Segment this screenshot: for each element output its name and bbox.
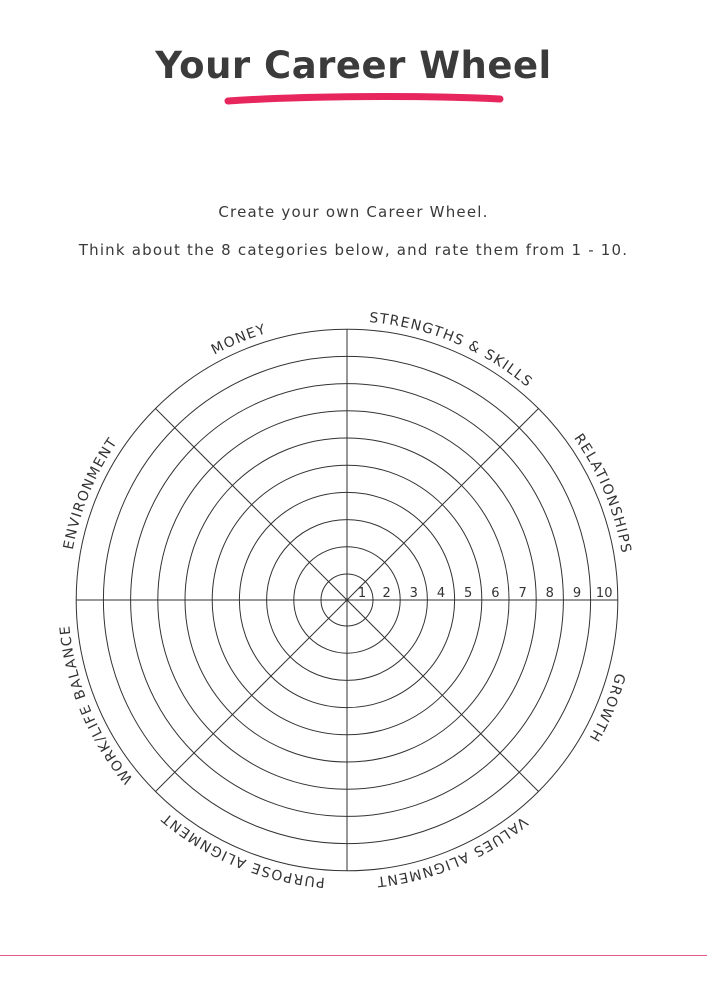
scale-label: 10 [595, 586, 613, 601]
scale-label: 3 [409, 586, 418, 601]
category-label: PURPOSE ALIGNMENT [158, 808, 326, 890]
scale-label: 9 [572, 586, 582, 601]
category-label: GROWTH [585, 671, 628, 745]
intro-line-2: Think about the 8 categories below, and rate them from 1 - 10. [78, 241, 629, 259]
scale-label: 5 [464, 586, 473, 601]
category-label: RELATIONSHIPS [570, 430, 634, 556]
scale-label: 8 [545, 586, 554, 601]
scale-label: 6 [491, 586, 500, 601]
scale-label: 1 [357, 586, 367, 601]
scale-label: 7 [518, 586, 527, 601]
category-label: STRENGTHS & SKILLS [368, 310, 536, 391]
bottom-rule [0, 955, 707, 956]
scale-label: 2 [382, 586, 391, 601]
category-label: MONEY [208, 321, 269, 359]
scale-label: 4 [436, 586, 446, 601]
category-label: ENVIRONMENT [60, 434, 122, 551]
page-title: Your Career Wheel [155, 44, 552, 87]
category-label: VALUES ALIGNMENT [375, 813, 531, 890]
category-label: WORK/LIFE BALANCE [57, 623, 137, 787]
intro-line-1: Create your own Career Wheel. [218, 203, 489, 221]
